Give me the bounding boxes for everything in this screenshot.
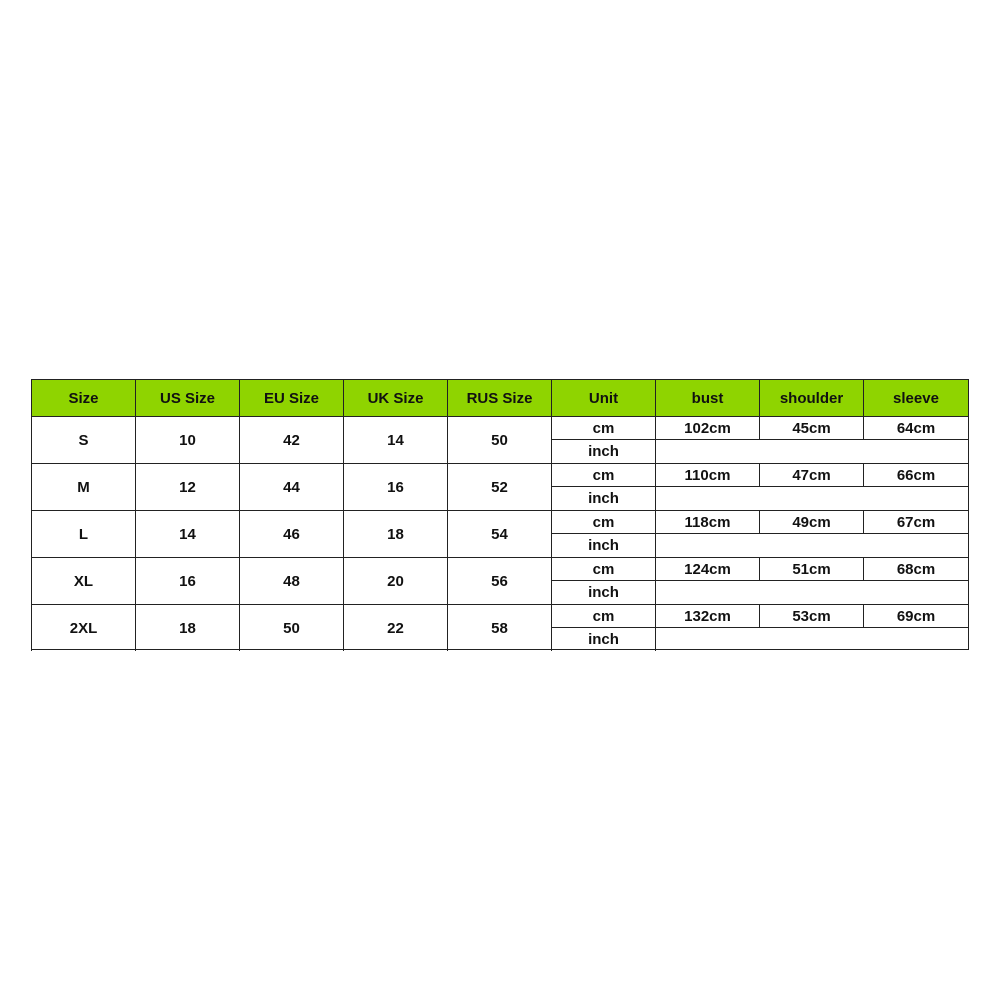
- size-cell: S: [31, 416, 135, 463]
- bust-cell: 124cm: [655, 557, 759, 580]
- eu-size-cell: 50: [239, 604, 343, 651]
- shoulder-cell: 47cm: [759, 463, 863, 486]
- inch-values-empty-cell: [655, 627, 968, 651]
- inch-values-empty-cell: [655, 439, 968, 463]
- header-size: Size: [31, 379, 135, 416]
- header-sleeve: sleeve: [863, 379, 968, 416]
- size-cell: 2XL: [31, 604, 135, 651]
- uk-size-cell: 14: [343, 416, 447, 463]
- uk-size-cell: 20: [343, 557, 447, 604]
- rus-size-cell: 56: [447, 557, 551, 604]
- header-us-size: US Size: [135, 379, 239, 416]
- unit-cm-cell: cm: [551, 510, 655, 533]
- rus-size-cell: 54: [447, 510, 551, 557]
- inch-values-empty-cell: [655, 533, 968, 557]
- sleeve-cell: 64cm: [863, 416, 968, 439]
- header-bust: bust: [655, 379, 759, 416]
- shoulder-cell: 53cm: [759, 604, 863, 627]
- rus-size-cell: 50: [447, 416, 551, 463]
- unit-cm-cell: cm: [551, 604, 655, 627]
- size-chart-table: [31, 379, 969, 650]
- header-unit: Unit: [551, 379, 655, 416]
- uk-size-cell: 22: [343, 604, 447, 651]
- uk-size-cell: 18: [343, 510, 447, 557]
- bust-cell: 132cm: [655, 604, 759, 627]
- us-size-cell: 12: [135, 463, 239, 510]
- eu-size-cell: 42: [239, 416, 343, 463]
- inch-values-empty-cell: [655, 580, 968, 604]
- us-size-cell: 14: [135, 510, 239, 557]
- unit-inch-cell: inch: [551, 486, 655, 510]
- header-rus-size: RUS Size: [447, 379, 551, 416]
- unit-inch-cell: inch: [551, 627, 655, 651]
- header-shoulder: shoulder: [759, 379, 863, 416]
- inch-values-empty-cell: [655, 486, 968, 510]
- shoulder-cell: 45cm: [759, 416, 863, 439]
- size-cell: L: [31, 510, 135, 557]
- eu-size-cell: 44: [239, 463, 343, 510]
- header-eu-size: EU Size: [239, 379, 343, 416]
- eu-size-cell: 48: [239, 557, 343, 604]
- rus-size-cell: 58: [447, 604, 551, 651]
- shoulder-cell: 51cm: [759, 557, 863, 580]
- us-size-cell: 18: [135, 604, 239, 651]
- rus-size-cell: 52: [447, 463, 551, 510]
- size-cell: XL: [31, 557, 135, 604]
- shoulder-cell: 49cm: [759, 510, 863, 533]
- eu-size-cell: 46: [239, 510, 343, 557]
- unit-inch-cell: inch: [551, 580, 655, 604]
- unit-inch-cell: inch: [551, 533, 655, 557]
- header-uk-size: UK Size: [343, 379, 447, 416]
- size-cell: M: [31, 463, 135, 510]
- bust-cell: 102cm: [655, 416, 759, 439]
- sleeve-cell: 67cm: [863, 510, 968, 533]
- unit-cm-cell: cm: [551, 416, 655, 439]
- table-border-right: [968, 379, 969, 650]
- unit-cm-cell: cm: [551, 557, 655, 580]
- sleeve-cell: 68cm: [863, 557, 968, 580]
- unit-cm-cell: cm: [551, 463, 655, 486]
- sleeve-cell: 69cm: [863, 604, 968, 627]
- bust-cell: 118cm: [655, 510, 759, 533]
- unit-inch-cell: inch: [551, 439, 655, 463]
- uk-size-cell: 16: [343, 463, 447, 510]
- bust-cell: 110cm: [655, 463, 759, 486]
- us-size-cell: 16: [135, 557, 239, 604]
- sleeve-cell: 66cm: [863, 463, 968, 486]
- us-size-cell: 10: [135, 416, 239, 463]
- table-border-bottom: [31, 649, 969, 650]
